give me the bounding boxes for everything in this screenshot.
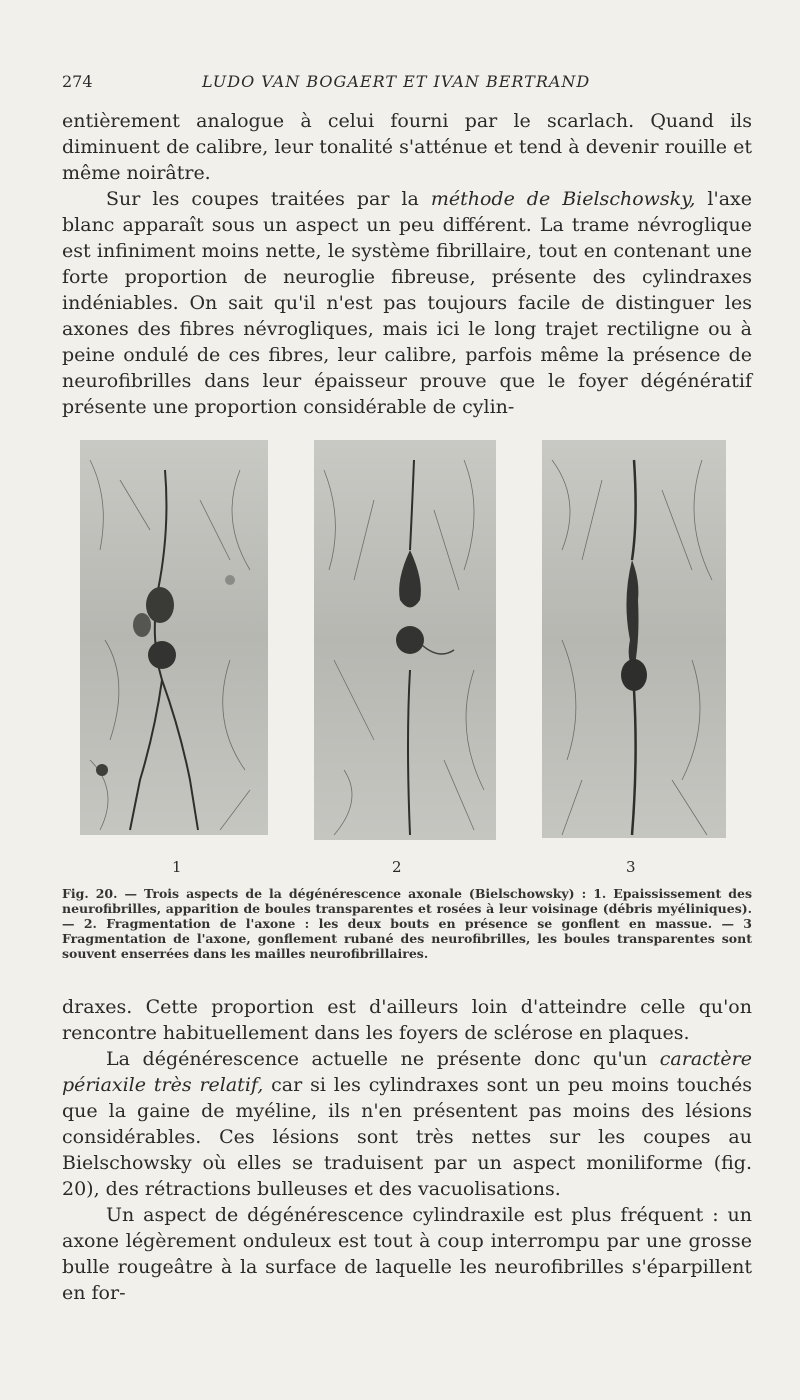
- text-segment: La dégénérescence actuelle ne présente donc qu'un: [106, 1048, 660, 1070]
- micrograph-2-image: [314, 440, 496, 840]
- micrograph-3-image: [542, 440, 726, 838]
- micrograph-panel-1: [80, 440, 268, 835]
- text-segment: car si les cylindraxes sont un peu moins touchés que la gaine de myéline, ils n'en présentent pas moins des lésions considérables. Ces lésions sont très nettes sur les coupes au Bielschowsky où elles se traduisent par un aspect moniliforme (fig. 20), des rétractions bulleuses et des vacuolisations.: [62, 1074, 752, 1200]
- text-segment: Sur les coupes traitées par la: [106, 188, 431, 210]
- italic-text: caractère périaxile très relatif,: [62, 1048, 752, 1096]
- paragraph: [62, 1202, 752, 1306]
- figure-caption: Fig. 20. — Trois aspects de la dégénérescence axonale (Bielschowsky) : 1. Epaississement des neurofibrilles, apparition de boules transparentes et rosées à leur voisinage (débris myéliniques). — 2. Fragmentation de l'axone : les deux bouts en présence se gonflent en massue. — 3 Fragmentation de l'axone, gonflement rubané des neurofibrilles, les boules transparentes sont souvent enserrées dans les mailles neurofibrillaires.: [62, 886, 752, 961]
- text-segment: draxes. Cette proportion est d'ailleurs loin d'atteindre celle qu'on rencontre habituellement dans les foyers de sclérose en plaques.: [62, 996, 752, 1044]
- micrograph-1-image: [80, 440, 268, 835]
- panel-label-3: 3: [626, 858, 636, 876]
- text-segment: l'axe blanc apparaît sous un aspect un peu différent. La trame névroglique est infiniment moins nette, le système fibrillaire, tout en contenant une forte proportion de neuroglie fibreuse, présente des cylindraxes indéniables. On sait qu'il n'est pas toujours facile de distinguer les axones des fibres névrogliques, mais ici le long trajet rectiligne ou à peine ondulé de ces fibres, leur calibre, parfois même la présence de neurofibrilles dans leur épaisseur prouve que le foyer dégénératif présente une proportion considérable de cylin-: [62, 188, 753, 418]
- text-segment: entièrement analogue à celui fourni par le scarlach. Quand ils diminuent de calibre, leur tonalité s'atténue et tend à devenir rouille et même noirâtre.: [62, 110, 752, 184]
- panel-label-1: 1: [172, 858, 182, 876]
- paragraph: [62, 1046, 752, 1202]
- paragraph: [62, 108, 752, 186]
- panel-label-2: 2: [392, 858, 402, 876]
- paragraph: [62, 994, 752, 1046]
- text-segment: Un aspect de dégénérescence cylindraxile est plus fréquent : un axone légèrement onduleux est tout à coup interrompu par une grosse bulle rougeâtre à la surface de laquelle les neurofibrilles s'éparpillent en for-: [62, 1204, 752, 1304]
- italic-text: méthode de Bielschowsky,: [430, 188, 696, 210]
- bottom-body-text: [62, 994, 752, 1306]
- micrograph-panel-3: [542, 440, 726, 838]
- running-head: [62, 72, 762, 94]
- paragraph: [62, 186, 752, 420]
- running-head-authors: LUDO VAN BOGAERT ET IVAN BERTRAND: [202, 72, 591, 91]
- page-number: 274: [62, 72, 93, 91]
- micrograph-panel-2: [314, 440, 496, 840]
- top-body-text: [62, 108, 752, 420]
